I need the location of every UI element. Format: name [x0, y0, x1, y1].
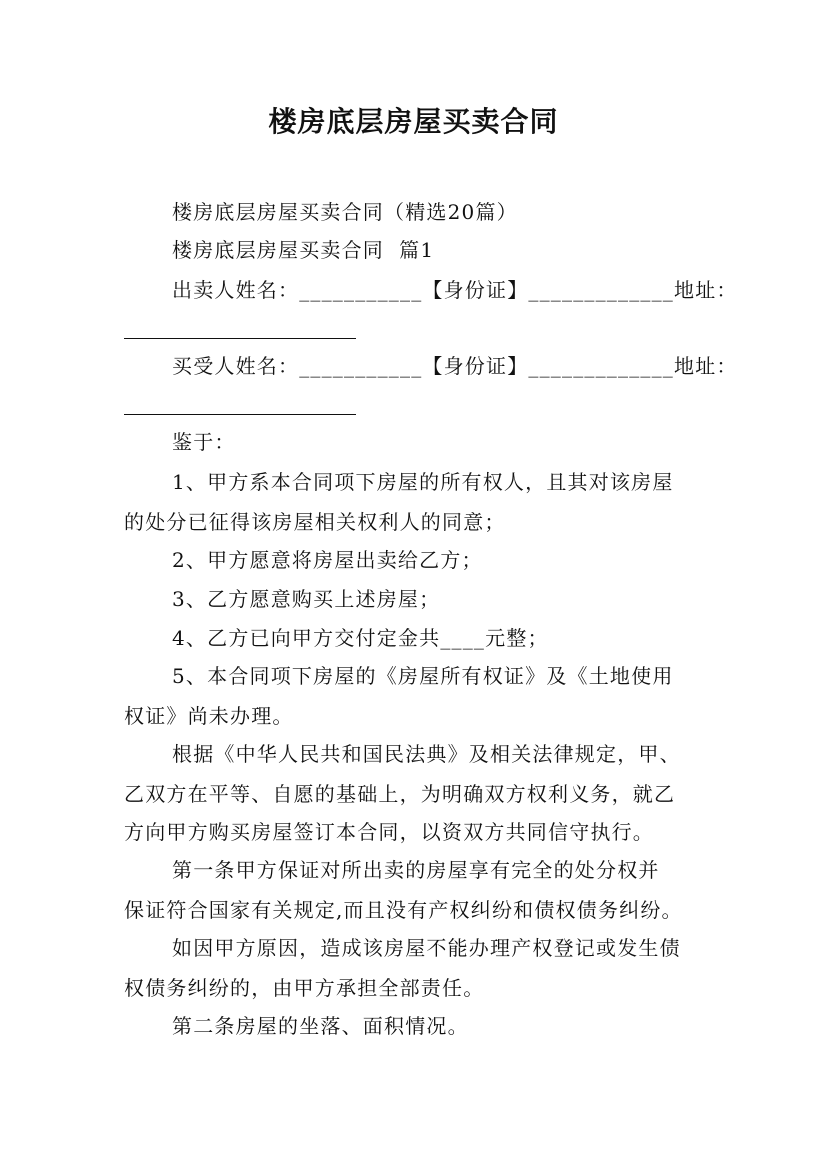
article-1-line-2: 保证符合国家有关规定,而且没有产权纠纷和债权债务纠纷。 [124, 898, 683, 922]
item-2: 2、甲方愿意将房屋出卖给乙方； [172, 548, 483, 572]
paragraph-1-line-1: 根据《中华人民共和国民法典》及相关法律规定，甲、 [172, 742, 681, 766]
item-5-line-1: 5、本合同项下房屋的《房屋所有权证》及《土地使用 [172, 664, 674, 688]
article-2-heading: 第二条房屋的坐落、面积情况。 [172, 1014, 469, 1038]
paragraph-1-line-2: 乙双方在平等、自愿的基础上，为明确双方权利义务，就乙 [124, 782, 676, 806]
chapter-heading: 楼房底层房屋买卖合同 篇1 [172, 238, 435, 262]
article-1-line-1: 第一条甲方保证对所出卖的房屋享有完全的处分权并 [172, 858, 660, 882]
whereas-heading: 鉴于： [172, 430, 236, 454]
buyer-info-line: 买受人姓名：___________【身份证】_____________地址： [172, 354, 738, 378]
paragraph-1-line-3: 方向甲方购买房屋签订本合同，以资双方共同信守执行。 [124, 820, 654, 844]
item-3: 3、乙方愿意购买上述房屋； [172, 587, 441, 611]
item-4: 4、乙方已向甲方交付定金共____元整； [172, 626, 549, 650]
document-title: 楼房底层房屋买卖合同 [268, 105, 559, 138]
item-5-line-2: 权证》尚未办理。 [124, 704, 294, 728]
article-1-cont-line-2: 权债务纠纷的，由甲方承担全部责任。 [124, 976, 485, 1000]
seller-info-line: 出卖人姓名：___________【身份证】_____________地址： [172, 278, 738, 302]
item-1-line-2: 的处分已征得该房屋相关权利人的同意； [124, 510, 506, 534]
seller-address-blank [124, 318, 356, 346]
blank-line [124, 396, 356, 415]
buyer-address-blank [124, 394, 356, 422]
item-1-line-1: 1、甲方系本合同项下房屋的所有权人，且其对该房屋 [172, 470, 674, 494]
document-subtitle: 楼房底层房屋买卖合同（精选20篇） [172, 200, 518, 224]
blank-line [124, 320, 356, 339]
article-1-cont-line-1: 如因甲方原因，造成该房屋不能办理产权登记或发生债 [172, 936, 681, 960]
